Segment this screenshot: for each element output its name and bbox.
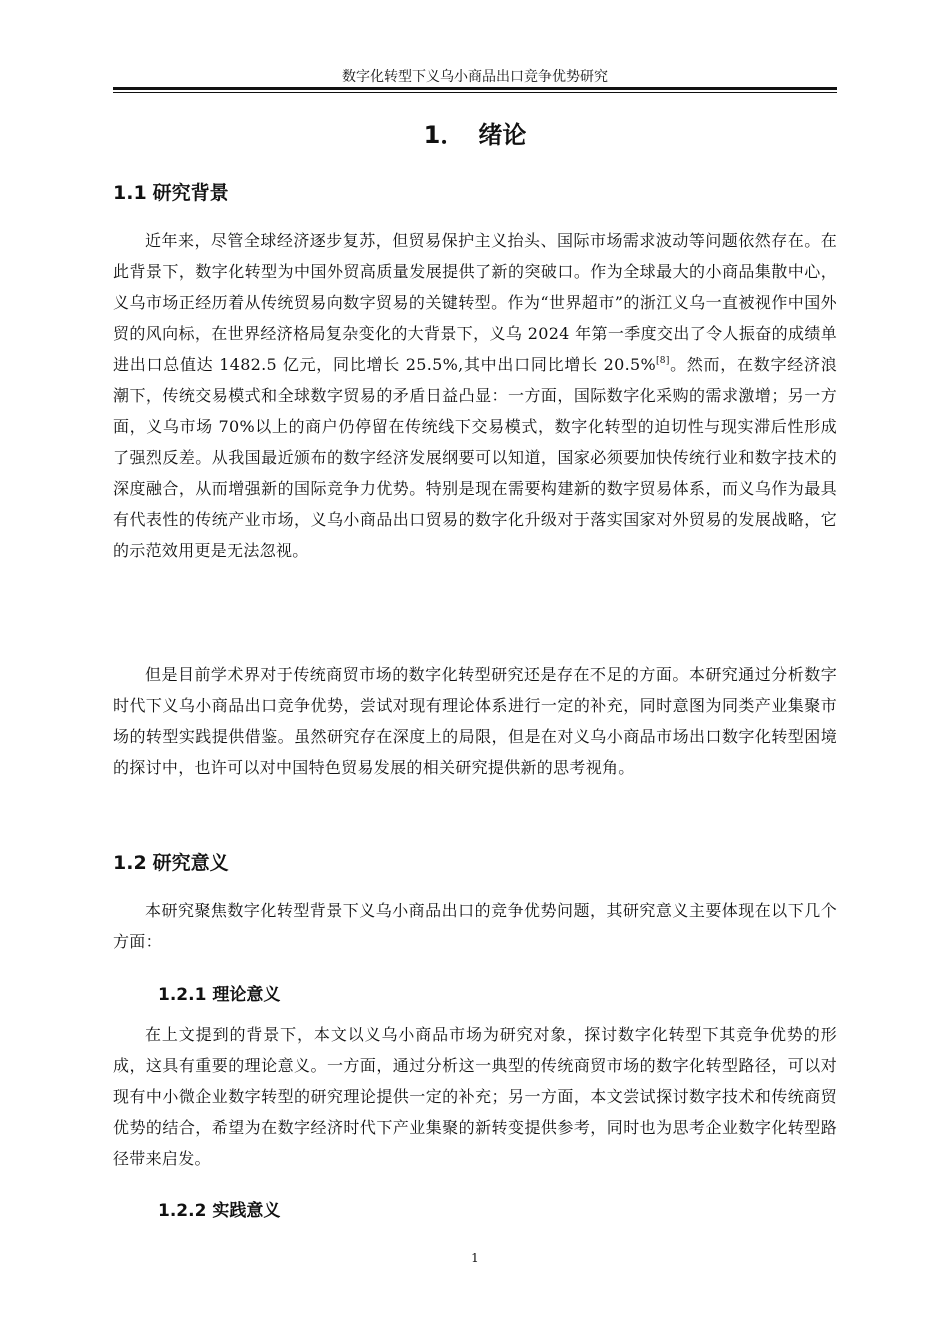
- paragraph-text-continued: 。然而，在数字经济浪潮下，传统交易模式和全球数字贸易的矛盾日益凸显：一方面，国际数字化采购的需求激增；另一方面，义乌市场 70%以上的商户仍停留在传统线下交易模式，数字化转型的迫切性与现实滞后性形成了强烈反差。从我国最近颁布的数字经济发展纲要可以知道，国家必须要加快传统行业和数字技术的深度融合，从而增强新的国际竞争力优势。特别是现在需要构建新的数字贸易体系，而义乌作为最具有代表性的传统产业市场，义乌小商品出口贸易的数字化升级对于落实国家对外贸易的发展战略，它的示范效用更是无法忽视。: [113, 355, 837, 560]
- paragraph-background-1: [113, 225, 837, 566]
- section-heading-1-2: [113, 848, 229, 878]
- citation-ref: [8]: [655, 356, 670, 366]
- subsection-heading-1-2-2: [158, 1197, 280, 1225]
- paragraph-theoretical-significance: 在上文提到的背景下，本文以义乌小商品市场为研究对象，探讨数字化转型下其竞争优势的形成，这具有重要的理论意义。一方面，通过分析这一典型的传统商贸市场的数字化转型路径，可以对现有中小微企业数字转型的研究理论提供一定的补充；另一方面，本文尝试探讨数字技术和传统商贸优势的结合，希望为在数字经济时代下产业集聚的新转变提供参考，同时也为思考企业数字化转型路径带来启发。: [113, 1025, 837, 1168]
- section-heading-1-1: [113, 178, 229, 208]
- header-rule-thick: [113, 87, 837, 90]
- subsection-number: 1.2.2: [158, 1201, 207, 1221]
- chapter-title: [113, 115, 837, 155]
- page-number: 1: [471, 1251, 479, 1265]
- paragraph-background-2: 但是目前学术界对于传统商贸市场的数字化转型研究还是存在不足的方面。本研究通过分析数字时代下义乌小商品出口竞争优势，尝试对现有理论体系进行一定的补充，同时意图为同类产业集聚市场的转型实践提供借鉴。虽然研究存在深度上的局限，但是在对义乌小商品市场出口数字化转型困境的探讨中，也许可以对中国特色贸易发展的相关研究提供新的思考视角。: [113, 665, 837, 777]
- subsection-title: 实践意义: [212, 1201, 281, 1221]
- section-number: 1.2: [113, 852, 147, 874]
- chapter-number: 1．: [423, 121, 465, 149]
- running-header: 数字化转型下义乌小商品出口竞争优势研究: [342, 69, 608, 85]
- chapter-title-text: 绪论: [478, 121, 527, 149]
- section-number: 1.1: [113, 182, 147, 204]
- header-rule-thin: [113, 92, 837, 93]
- paragraph-significance-intro: 本研究聚焦数字化转型背景下义乌小商品出口的竞争优势问题，其研究意义主要体现在以下几个方面：: [113, 901, 837, 951]
- paragraph-text: 近年来，尽管全球经济逐步复苏，但贸易保护主义抬头、国际市场需求波动等问题依然存在。在此背景下，数字化转型为中国外贸高质量发展提供了新的突破口。作为全球最大的小商品集散中心，义乌市场正经历着从传统贸易向数字贸易的关键转型。作为“世界超市”的浙江义乌一直被视作中国外贸的风向标，在世界经济格局复杂变化的大背景下，义乌 2024 年第一季度交出了令人振奋的成绩单进出口总值达 1482.5 亿元，同比增长 25.5%,其中出口同比增长 20.5%: [113, 231, 837, 374]
- section-title: 研究意义: [152, 852, 229, 874]
- subsection-title: 理论意义: [212, 985, 281, 1005]
- section-title: 研究背景: [152, 182, 229, 204]
- subsection-heading-1-2-1: [158, 981, 280, 1009]
- subsection-number: 1.2.1: [158, 985, 207, 1005]
